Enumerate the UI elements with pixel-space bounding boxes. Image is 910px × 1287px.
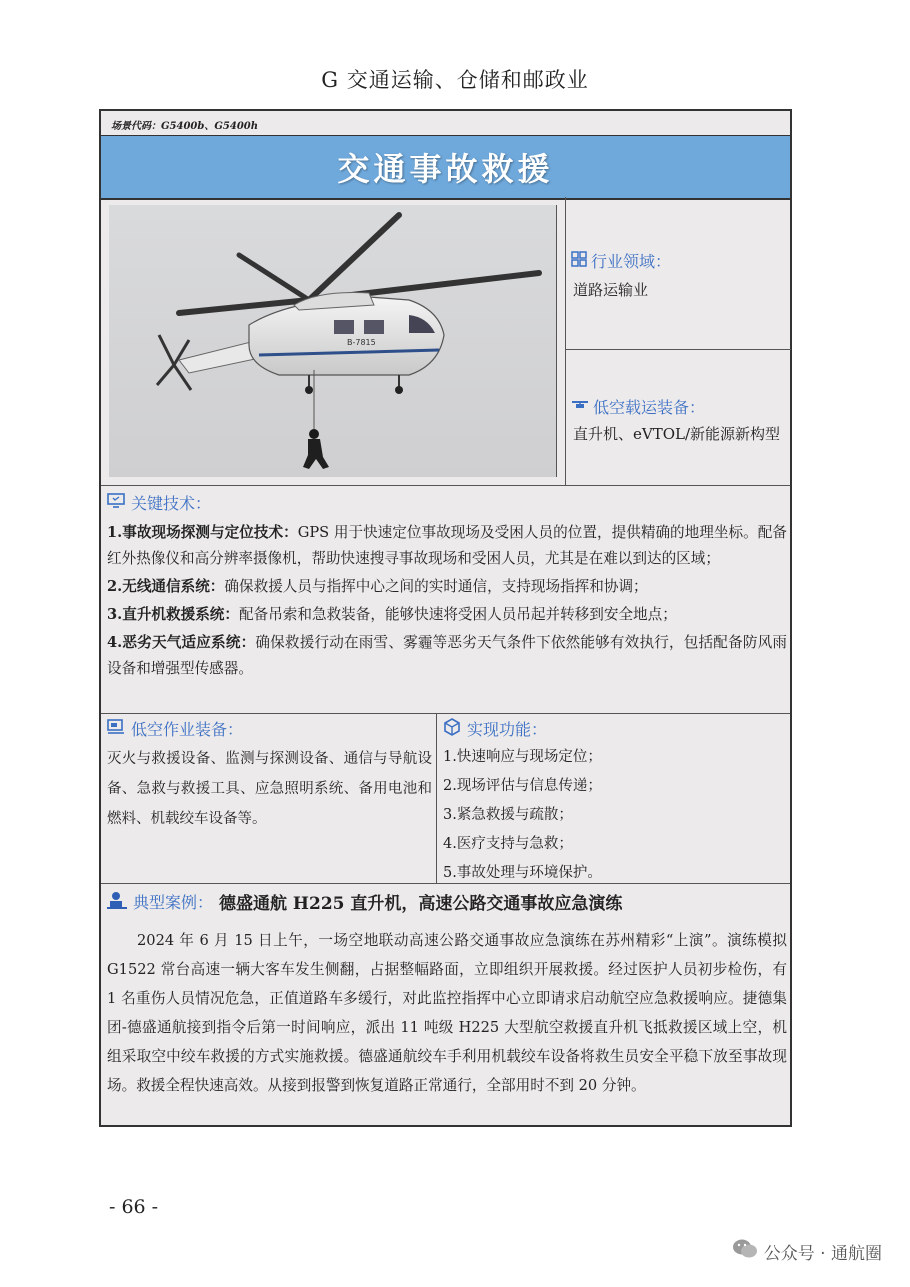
function-item-1: 1.快速响应与现场定位； [443, 749, 602, 765]
monitor-icon [107, 493, 125, 513]
work-equipment-title [107, 717, 432, 740]
tech-item-3 [107, 602, 787, 628]
registration-text: B-7815 [347, 338, 376, 347]
equipment-value: 直升机、eVTOL/新能源新构型 [573, 425, 781, 443]
case-header [107, 889, 787, 914]
tech-item-2-text: 确保救援人员与指挥中心之间的实时通信，支持现场指挥和协调； [224, 578, 648, 595]
function-item-4: 4.医疗支持与急救； [443, 836, 573, 852]
tech-bottom-divider [101, 713, 790, 714]
case-label: 典型案例： [133, 893, 214, 912]
equipment-label: 低空载运装备： [593, 398, 706, 417]
wechat-icon [732, 1238, 758, 1265]
equipment-icon [107, 719, 125, 739]
key-tech-title [107, 491, 787, 514]
photo-bottom-divider [101, 485, 790, 486]
function-item-5: 5.事故处理与环境保护。 [443, 865, 602, 881]
key-tech-section [107, 491, 787, 682]
case-text: 2024 年 6 月 15 日上午，一场空地联动高速公路交通事故应急演练在苏州精彩“上演”。演练模拟 G1522 常台高速一辆大客车发生侧翻，占据整幅路面，立即组织开展救援。经过医护人员初步检伤，有 1 名重伤人员情况危急，正值道路车多缓行，对此监控指挥中心立即请求启动航空应急救援响应。捷德集团-德盛通航接到指令后第一时间响应，派出 11 吨级 H225 大型航空救援直升机飞抵救援区域上空，机组采取空中绞车救援的方式实施救援。德盛通航绞车手利用机载绞车设备将救生员安全平稳下放至事故现场。救援全程快速高效。从接到报警到恢复道路正常通行，全部用时不到 20 分钟。 [107, 932, 787, 1094]
industry-value: 道路运输业 [573, 281, 649, 299]
key-tech-label: 关键技术： [131, 494, 212, 513]
banner-title: 交通事故救援 [337, 150, 554, 188]
tech-item-4-text: 确保救援行动在雨雪、雾霾等恶劣天气条件下依然能够有效执行，包括配备防风雨设备和增强型传感器。 [107, 634, 787, 677]
tech-item-4-title: 4.恶劣天气适应系统： [107, 634, 256, 651]
tech-item-2 [107, 574, 787, 600]
watermark-text: 公众号 · 通航圈 [763, 1244, 882, 1264]
tech-item-2-title: 2.无线通信系统： [107, 578, 225, 595]
photo-divider [565, 197, 566, 485]
tech-item-1-text: GPS 用于快速定位事故现场及受困人员的位置，提供精确的地理坐标。配备红外热像仪和高分辨率摄像机，帮助快速搜寻事故现场和受困人员，尤其是在难以到达的区域； [107, 524, 787, 567]
user-desk-icon [107, 891, 127, 913]
industry-title [571, 249, 671, 272]
tech-item-3-text: 配备吊索和急救装备，能够快速将受困人员吊起并转移到安全地点； [239, 606, 677, 623]
scene-code: 场景代码：G5400b、G5400h [111, 121, 259, 132]
page-header: G 交通运输、仓储和邮政业 [321, 68, 589, 92]
grid-icon [571, 251, 587, 271]
work-equipment-section [107, 717, 432, 834]
scene-card [99, 109, 792, 1127]
helicopter-photo [109, 205, 557, 477]
functions-title [443, 717, 783, 740]
columns-divider [436, 713, 437, 883]
tech-item-1-title: 1.事故现场探测与定位技术： [107, 524, 298, 541]
function-item-3: 3.紧急救援与疏散； [443, 807, 573, 823]
side-divider [565, 349, 791, 350]
tech-item-1 [107, 520, 787, 572]
watermark [732, 1238, 882, 1265]
case-title: 德盛通航 H225 直升机，高速公路交通事故应急演练 [219, 894, 623, 914]
functions-label: 实现功能： [467, 720, 548, 739]
work-equipment-text: 灭火与救援设备、监测与探测设备、通信与导航设备、急救与救援工具、应急照明系统、备用电池和燃料、机载绞车设备等。 [107, 751, 432, 827]
drone-icon [571, 397, 589, 416]
function-item-2: 2.现场评估与信息传递； [443, 778, 602, 794]
functions-section [443, 717, 783, 888]
title-banner [101, 135, 790, 200]
case-section [107, 889, 787, 1100]
functions-bottom-divider [101, 883, 790, 884]
page-number: - 66 - [109, 1196, 159, 1218]
work-equipment-label: 低空作业装备： [131, 720, 244, 739]
cube-icon [443, 718, 461, 740]
tech-item-4 [107, 630, 787, 682]
industry-label: 行业领域： [591, 252, 672, 271]
equipment-title [571, 395, 705, 418]
tech-item-3-title: 3.直升机救援系统： [107, 606, 239, 623]
